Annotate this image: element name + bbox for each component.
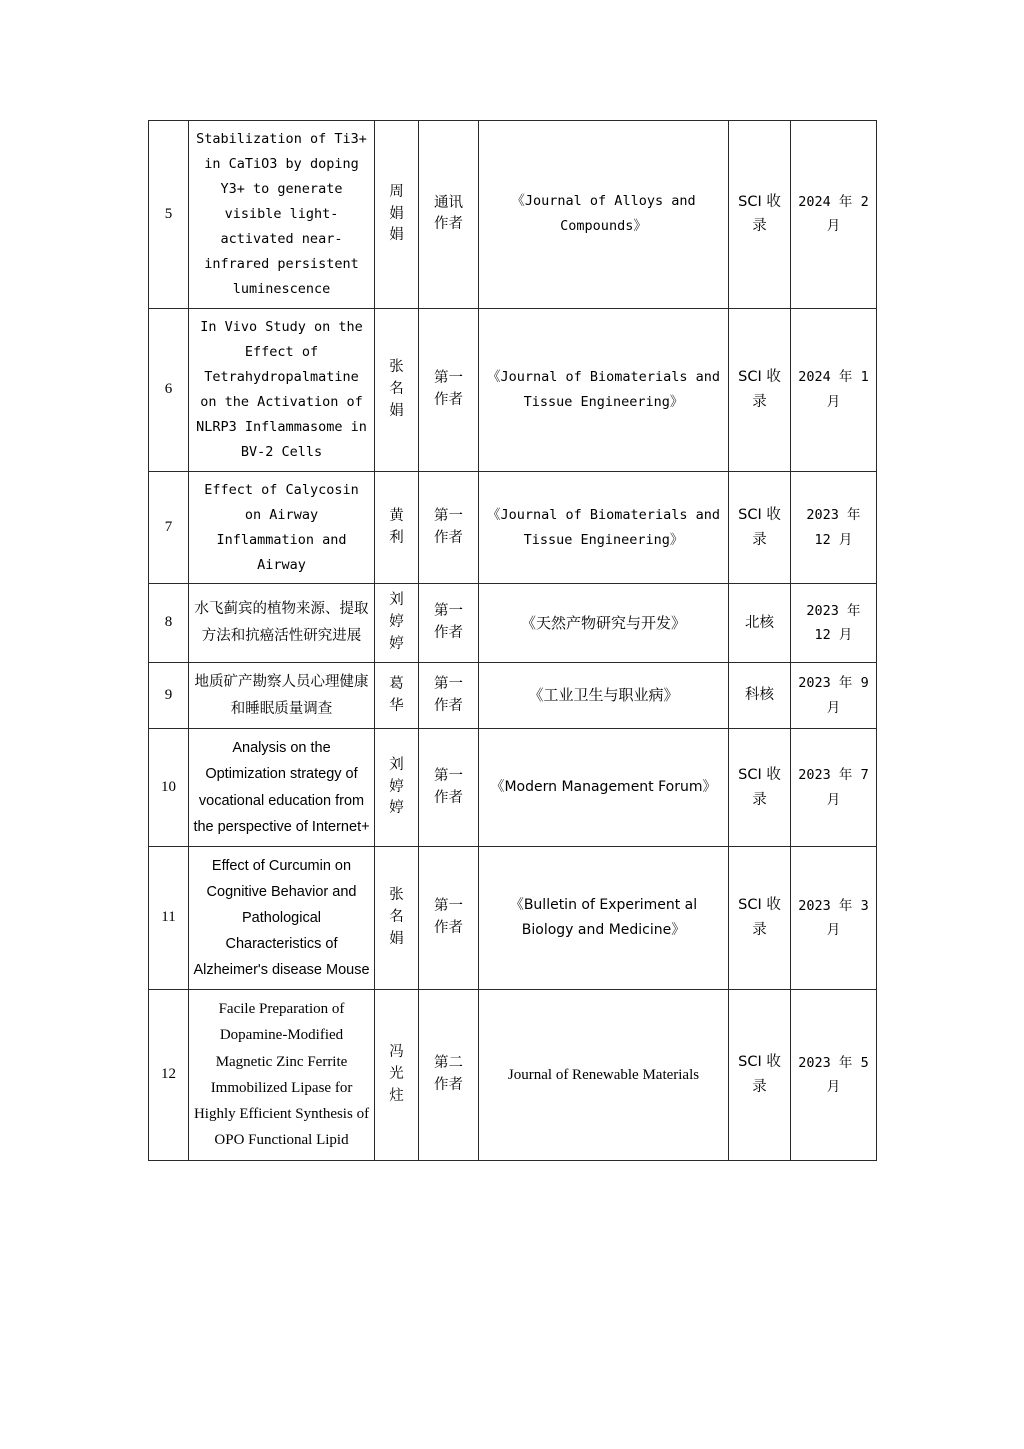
row-author-text: 冯光炷 xyxy=(389,1044,404,1104)
row-title-text: 水飞蓟宾的植物来源、提取方法和抗癌活性研究进展 xyxy=(194,601,369,645)
row-author xyxy=(375,471,419,584)
row-date xyxy=(791,584,877,662)
row-indexing xyxy=(729,121,791,309)
table-row xyxy=(149,729,877,846)
row-title xyxy=(189,308,375,471)
row-date xyxy=(791,121,877,309)
row-index: 7 xyxy=(149,471,189,584)
row-date xyxy=(791,662,877,729)
row-journal-text: 《Bulletin of Experiment al Biology and Medicine》 xyxy=(509,896,698,938)
row-journal-text: 《天然产物研究与开发》 xyxy=(520,613,686,632)
row-index: 5 xyxy=(149,121,189,309)
row-title xyxy=(189,471,375,584)
row-title xyxy=(189,121,375,309)
row-date-text: 2024 年 2 月 xyxy=(798,194,869,235)
row-index: 12 xyxy=(149,990,189,1161)
row-journal-text: 《工业卫生与职业病》 xyxy=(528,686,679,705)
row-title-text: Analysis on the Optimization strategy of vocational education from the perspective of Internet+ xyxy=(193,740,370,835)
row-indexing xyxy=(729,990,791,1161)
row-date xyxy=(791,471,877,584)
row-title-text: 地质矿产勘察人员心理健康和睡眠质量调查 xyxy=(194,673,369,717)
row-journal xyxy=(479,729,729,846)
row-journal xyxy=(479,584,729,662)
publication-table xyxy=(148,120,877,1161)
row-title xyxy=(189,729,375,846)
row-title xyxy=(189,662,375,729)
row-role-text: 第二作者 xyxy=(434,1055,463,1093)
row-author xyxy=(375,990,419,1161)
table-row xyxy=(149,662,877,729)
row-date xyxy=(791,846,877,989)
row-indexing xyxy=(729,471,791,584)
row-role-text: 第一作者 xyxy=(434,675,463,714)
row-author xyxy=(375,308,419,471)
row-index: 9 xyxy=(149,662,189,729)
row-journal xyxy=(479,990,729,1161)
row-journal-text: 《Modern Management Forum》 xyxy=(490,778,717,795)
row-index: 11 xyxy=(149,846,189,989)
row-role xyxy=(419,662,479,729)
row-role xyxy=(419,584,479,662)
row-role-text: 第一作者 xyxy=(434,369,463,408)
row-date-text: 2023 年 12 月 xyxy=(806,507,861,548)
row-journal xyxy=(479,471,729,584)
row-indexing-text: 科核 xyxy=(745,687,774,704)
table-row xyxy=(149,471,877,584)
row-author-text: 周娟娟 xyxy=(389,183,404,244)
row-date-text: 2023 年 9 月 xyxy=(798,675,869,716)
row-date xyxy=(791,308,877,471)
row-index: 6 xyxy=(149,308,189,471)
row-journal-text: 《Journal of Biomaterials and Tissue Engineering》 xyxy=(487,368,720,410)
row-journal xyxy=(479,662,729,729)
row-indexing xyxy=(729,584,791,662)
row-author xyxy=(375,584,419,662)
row-journal xyxy=(479,846,729,989)
row-author-text: 刘婷婷 xyxy=(389,592,404,652)
table-row xyxy=(149,990,877,1161)
row-role xyxy=(419,121,479,309)
row-title-text: Effect of Curcumin on Cognitive Behavior and Pathological Characteristics of Alzheimer's disease Mouse xyxy=(193,857,370,979)
row-indexing xyxy=(729,662,791,729)
row-date-text: 2024 年 1 月 xyxy=(798,369,869,410)
row-indexing-text: SCI 收录 xyxy=(738,193,781,235)
publication-table-body xyxy=(149,121,877,1161)
row-role xyxy=(419,990,479,1161)
row-title-text: Stabilization of Ti3+ in CaTiO3 by doping Y3+ to generate visible light-activated near-infrared persistent luminescence xyxy=(196,131,367,297)
row-role-text: 第一作者 xyxy=(434,767,463,806)
row-indexing-text: SCI 收录 xyxy=(738,506,781,548)
row-date-text: 2023 年 12 月 xyxy=(806,602,861,644)
table-row xyxy=(149,846,877,989)
row-indexing xyxy=(729,846,791,989)
row-title xyxy=(189,990,375,1161)
row-indexing-text: SCI 收录 xyxy=(738,766,781,808)
row-author-text: 张名娟 xyxy=(389,887,404,947)
table-row xyxy=(149,308,877,471)
row-role-text: 第一作者 xyxy=(434,898,463,936)
row-role-text: 第一作者 xyxy=(434,603,463,642)
row-author-text: 黄利 xyxy=(389,507,404,546)
row-indexing-text: SCI 收录 xyxy=(738,369,781,410)
row-author xyxy=(375,729,419,846)
row-author-text: 张名娟 xyxy=(389,359,404,419)
row-date xyxy=(791,729,877,846)
row-journal xyxy=(479,121,729,309)
row-title xyxy=(189,846,375,989)
row-title-text: In Vivo Study on the Effect of Tetrahydropalmatine on the Activation of NLRP3 Inflammasome in BV-2 Cells xyxy=(196,318,367,460)
row-indexing-text: 北核 xyxy=(745,614,774,631)
row-title-text: Facile Preparation of Dopamine-Modified Magnetic Zinc Ferrite Immobilized Lipase for Highly Efficient Synthesis of OPO Functional Lipid xyxy=(193,1001,370,1149)
row-indexing-text: SCI 收录 xyxy=(738,897,781,938)
row-journal xyxy=(479,308,729,471)
table-row xyxy=(149,121,877,309)
row-index: 10 xyxy=(149,729,189,846)
row-journal-text: 《Journal of Alloys and Compounds》 xyxy=(511,193,696,235)
row-date-text: 2023 年 5 月 xyxy=(798,1054,869,1095)
row-indexing-text: SCI 收录 xyxy=(738,1054,781,1095)
row-date-text: 2023 年 7 月 xyxy=(798,767,869,808)
table-row xyxy=(149,584,877,662)
row-role xyxy=(419,471,479,584)
row-role xyxy=(419,308,479,471)
row-role xyxy=(419,729,479,846)
row-author xyxy=(375,662,419,729)
row-role-text: 通讯作者 xyxy=(434,194,463,233)
row-title-text: Effect of Calycosin on Airway Inflammation and Airway xyxy=(204,481,359,573)
row-role-text: 第一作者 xyxy=(434,507,463,546)
row-indexing xyxy=(729,308,791,471)
row-journal-text: 《Journal of Biomaterials and Tissue Engineering》 xyxy=(487,506,720,548)
row-author xyxy=(375,121,419,309)
row-indexing xyxy=(729,729,791,846)
row-role xyxy=(419,846,479,989)
row-author xyxy=(375,846,419,989)
row-author-text: 葛华 xyxy=(389,675,404,714)
row-author-text: 刘婷婷 xyxy=(389,756,404,817)
row-journal-text: Journal of Renewable Materials xyxy=(507,1066,700,1083)
row-index: 8 xyxy=(149,584,189,662)
row-title xyxy=(189,584,375,662)
row-date-text: 2023 年 3 月 xyxy=(798,897,869,938)
row-date xyxy=(791,990,877,1161)
